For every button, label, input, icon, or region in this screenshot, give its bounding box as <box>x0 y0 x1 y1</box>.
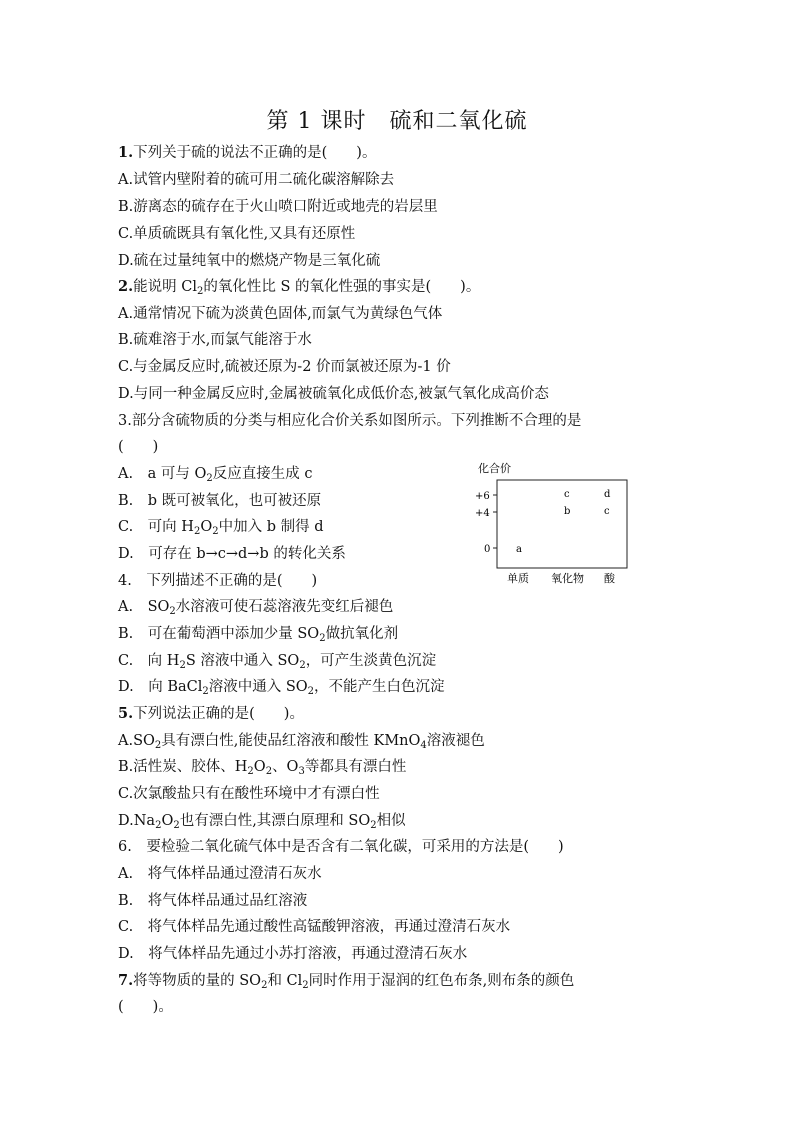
text: B.活性炭、胶体、H <box>118 759 248 775</box>
text: B. 可在葡萄酒中添加少量 SO <box>118 626 320 642</box>
question-6-stem: 6. 要检验二氧化硫气体中是否含有二氧化碳，可采用的方法是( ) <box>118 839 564 855</box>
text: A. a 可与 O <box>118 466 207 482</box>
subscript: 2 <box>212 526 219 537</box>
q1-option-a: A.试管内壁附着的硫可用二硫化碳溶解除去 <box>118 172 395 188</box>
point-label-a: a <box>516 544 522 555</box>
q4-option-a <box>118 597 393 617</box>
question-5-stem <box>118 704 304 724</box>
question-number: 7. <box>118 972 134 989</box>
subscript: 2 <box>247 766 254 777</box>
point-label-c-acid: c <box>604 506 610 517</box>
text: O <box>161 813 174 829</box>
point-label-b: b <box>564 506 571 517</box>
q6-option-b: B. 将气体样品通过品红溶液 <box>118 893 308 909</box>
text: 中加入 b 制得 d <box>218 519 324 535</box>
question-number: 1. <box>118 144 134 161</box>
subscript: 2 <box>265 766 273 777</box>
question-7-stem <box>118 971 574 991</box>
text: S 溶液中通入 SO <box>185 653 300 669</box>
question-2-stem <box>118 277 480 297</box>
text: 具有漂白性,能使品红溶液和酸性 KMnO <box>161 733 421 749</box>
q3-option-a <box>118 464 312 484</box>
question-4-stem: 4. 下列描述不正确的是( ) <box>118 573 318 589</box>
subscript: 2 <box>302 980 309 991</box>
text: O <box>200 519 213 535</box>
text: 下列说法正确的是( )。 <box>133 706 304 722</box>
subscript: 2 <box>173 820 180 831</box>
text: 同时作用于湿润的红色布条,则布条的颜色 <box>308 973 575 989</box>
text: 相似 <box>376 813 406 829</box>
text: 也有漂白性,其漂白原理和 SO <box>179 813 371 829</box>
text: A. SO <box>118 599 170 615</box>
subscript: 2 <box>319 633 326 644</box>
subscript: 2 <box>154 740 162 751</box>
question-number: 5. <box>118 705 134 722</box>
text: A.SO <box>118 733 155 749</box>
subscript: 2 <box>196 286 204 297</box>
text: ，不能产生白色沉淀 <box>314 679 445 695</box>
subscript: 2 <box>169 606 176 617</box>
q4-option-d <box>118 677 445 697</box>
question-3-stem: 3.部分含硫物质的分类与相应化合价关系如图所示。下列推断不合理的是 <box>118 413 582 429</box>
subscript: 2 <box>307 686 315 697</box>
subscript: 2 <box>261 980 268 991</box>
q3-option-c <box>118 517 324 537</box>
q2-option-a: A.通常情况下硫为淡黄色固体,而氯气为黄绿色气体 <box>118 306 443 322</box>
point-label-c-oxide: c <box>564 489 570 500</box>
point-label-d: d <box>604 489 611 500</box>
q1-option-b: B.游离态的硫存在于火山喷口附近或地壳的岩层里 <box>118 199 438 215</box>
subscript: 4 <box>420 740 427 751</box>
q5-option-d <box>118 811 406 831</box>
text: 做抗氧化剂 <box>325 626 399 642</box>
ytick-label: +4 <box>475 508 490 519</box>
subscript: 2 <box>193 526 201 537</box>
q6-option-a: A. 将气体样品通过澄清石灰水 <box>118 866 322 882</box>
question-7-blank: ( )。 <box>118 999 173 1015</box>
q5-option-c: C.次氯酸盐只有在酸性环境中才有漂白性 <box>118 786 380 802</box>
q2-option-d: D.与同一种金属反应时,金属被硫氧化成低价态,被氯气氧化成高价态 <box>118 386 549 402</box>
xtick-label: 单质 <box>507 572 529 585</box>
text: 、O <box>272 759 299 775</box>
question-text: 下列关于硫的说法不正确的是( )。 <box>133 145 377 161</box>
subscript: 2 <box>299 660 306 671</box>
subscript: 2 <box>179 660 186 671</box>
text: C. 可向 H <box>118 519 194 535</box>
text: D. 向 BaCl <box>118 679 203 695</box>
q4-option-c <box>118 651 436 671</box>
q3-option-b: B. b 既可被氧化，也可被还原 <box>118 493 322 509</box>
text: 将等物质的量的 SO <box>133 973 262 989</box>
subscript: 2 <box>370 820 377 831</box>
text: 水溶液可使石蕊溶液先变红后褪色 <box>175 599 394 615</box>
q3-option-d: D. 可存在 b→c→d→b 的转化关系 <box>118 546 346 562</box>
text: C. 向 H <box>118 653 180 669</box>
valence-classification-figure <box>470 460 650 585</box>
text: 溶液褪色 <box>426 733 485 749</box>
text: 的氧化性比 S 的氧化性强的事实是( )。 <box>203 279 481 295</box>
ytick-label: 0 <box>484 544 491 555</box>
q4-option-b <box>118 624 398 644</box>
text: 和 Cl <box>267 973 303 989</box>
xtick-label: 氧化物 <box>551 572 584 585</box>
ytick-label: +6 <box>475 491 490 502</box>
subscript: 3 <box>298 766 305 777</box>
subscript: 2 <box>206 473 213 484</box>
question-number: 2. <box>118 278 134 295</box>
text: 反应直接生成 c <box>212 466 313 482</box>
q5-option-b <box>118 757 406 777</box>
text: ，可产生淡黄色沉淀 <box>305 653 437 669</box>
text: D.Na <box>118 813 156 829</box>
q5-option-a <box>118 731 485 751</box>
text: 等都具有漂白性 <box>304 759 407 775</box>
text: 溶液中通入 SO <box>208 679 308 695</box>
question-3-blank: ( ) <box>118 439 159 455</box>
q6-option-d: D. 将气体样品先通过小苏打溶液，再通过澄清石灰水 <box>118 946 468 962</box>
xtick-label: 酸 <box>604 572 615 585</box>
subscript: 2 <box>202 686 209 697</box>
q2-option-c: C.与金属反应时,硫被还原为-2 价而氯被还原为-1 价 <box>118 359 451 375</box>
figure-ylabel: 化合价 <box>478 462 511 475</box>
page-title: 第 1 课时 硫和二氧化硫 <box>266 109 528 134</box>
q1-option-c: C.单质硫既具有氧化性,又具有还原性 <box>118 226 356 242</box>
text: 能说明 Cl <box>133 279 197 295</box>
question-1-stem <box>118 143 376 163</box>
q2-option-b: B.硫难溶于水,而氯气能溶于水 <box>118 332 312 348</box>
q6-option-c: C. 将气体样品先通过酸性高锰酸钾溶液，再通过澄清石灰水 <box>118 919 511 935</box>
subscript: 2 <box>155 820 162 831</box>
text: O <box>253 759 266 775</box>
q1-option-d: D.硫在过量纯氧中的燃烧产物是三氧化硫 <box>118 253 381 269</box>
